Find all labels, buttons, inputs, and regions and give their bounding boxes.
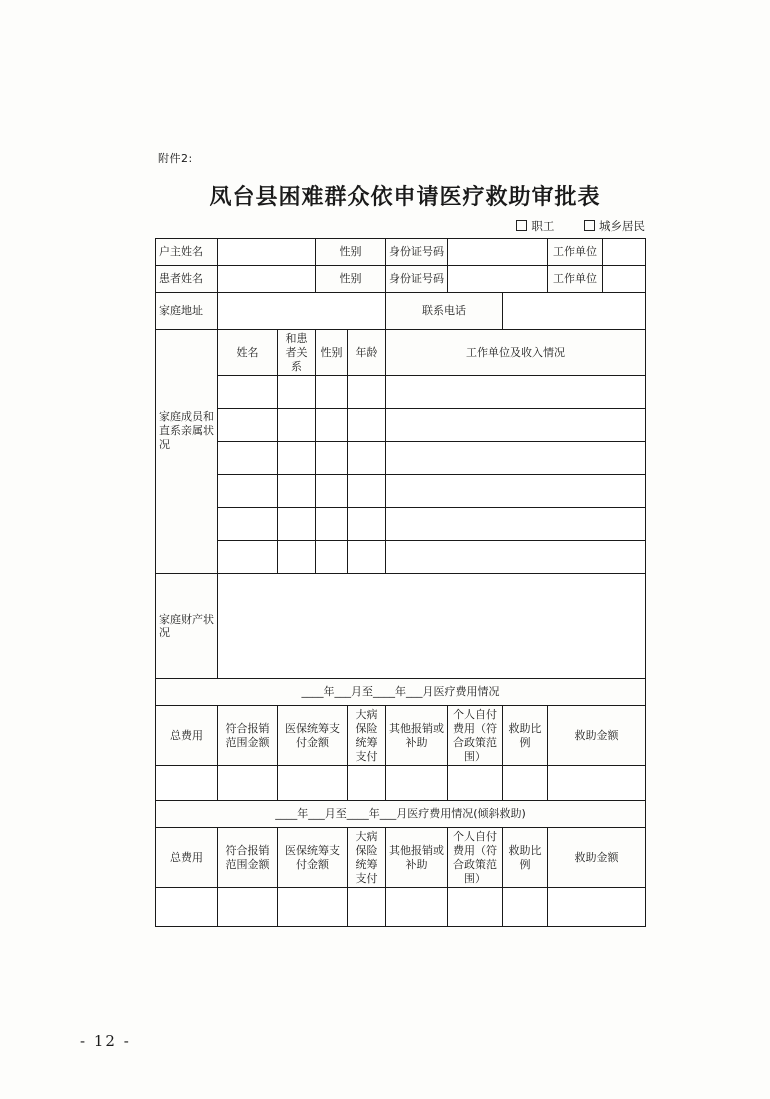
member-relation-value[interactable] <box>278 409 316 442</box>
member-name-value[interactable] <box>218 508 278 541</box>
member-name-value[interactable] <box>218 475 278 508</box>
expense2-header-self-pay: 个人自付费用（符合政策范围） <box>448 828 503 888</box>
expense-section-2-title: ____年___月至____年___月医疗费用情况(倾斜救助) <box>156 801 646 828</box>
member-gender-value[interactable] <box>316 376 348 409</box>
expense2-value-total[interactable] <box>156 888 218 927</box>
householder-gender-label: 性别 <box>316 239 386 266</box>
member-name-value[interactable] <box>218 541 278 574</box>
family-property-label: 家庭财产状况 <box>156 574 218 679</box>
member-unit-income-value[interactable] <box>386 475 646 508</box>
expense1-header-amount: 救助金额 <box>548 706 646 766</box>
expense2-value-serious-illness[interactable] <box>348 888 386 927</box>
expense2-value-insurance-pool[interactable] <box>278 888 348 927</box>
householder-id-value[interactable] <box>448 239 548 266</box>
patient-name-label: 患者姓名 <box>156 266 218 293</box>
page-title: 凤台县困难群众依申请医疗救助审批表 <box>209 184 601 210</box>
member-unit-income-value[interactable] <box>386 508 646 541</box>
member-header-relation: 和患者关系 <box>278 330 316 376</box>
expense2-header-serious-illness: 大病保险统筹支付 <box>348 828 386 888</box>
table-row-address <box>156 293 646 330</box>
member-gender-value[interactable] <box>316 508 348 541</box>
table-row-member <box>156 508 646 541</box>
patient-id-value[interactable] <box>448 266 548 293</box>
expense2-header-amount: 救助金额 <box>548 828 646 888</box>
expense2-header-total: 总费用 <box>156 828 218 888</box>
expense2-header-insurance-pool: 医保统筹支付金额 <box>278 828 348 888</box>
patient-id-label: 身份证号码 <box>386 266 448 293</box>
expense2-value-other-reimburse[interactable] <box>386 888 448 927</box>
table-row-expense-values-1 <box>156 766 646 801</box>
patient-unit-label: 工作单位 <box>548 266 603 293</box>
member-header-name: 姓名 <box>218 330 278 376</box>
member-gender-value[interactable] <box>316 442 348 475</box>
expense1-value-ratio[interactable] <box>503 766 548 801</box>
table-row-member <box>156 376 646 409</box>
checkbox-employee-label: 职工 <box>531 219 555 233</box>
member-relation-value[interactable] <box>278 475 316 508</box>
expense1-header-serious-illness: 大病保险统筹支付 <box>348 706 386 766</box>
member-gender-value[interactable] <box>316 541 348 574</box>
contact-phone-value[interactable] <box>503 293 646 330</box>
patient-unit-value[interactable] <box>603 266 646 293</box>
member-relation-value[interactable] <box>278 376 316 409</box>
householder-unit-label: 工作单位 <box>548 239 603 266</box>
member-gender-value[interactable] <box>316 409 348 442</box>
checkbox-urban-rural-resident[interactable] <box>584 218 645 234</box>
table-row-members-header <box>156 330 646 376</box>
table-row-member <box>156 475 646 508</box>
table-row-family-property <box>156 574 646 679</box>
family-members-label: 家庭成员和直系亲属状况 <box>156 330 218 574</box>
member-age-value[interactable] <box>348 442 386 475</box>
patient-name-value[interactable] <box>218 266 316 293</box>
expense1-header-self-pay: 个人自付费用（符合政策范围） <box>448 706 503 766</box>
checkbox-employee[interactable] <box>516 218 554 234</box>
householder-id-label: 身份证号码 <box>386 239 448 266</box>
expense1-header-ratio: 救助比例 <box>503 706 548 766</box>
attachment-label: 附件2: <box>158 152 193 165</box>
member-gender-value[interactable] <box>316 475 348 508</box>
member-age-value[interactable] <box>348 376 386 409</box>
member-name-value[interactable] <box>218 442 278 475</box>
home-address-label: 家庭地址 <box>156 293 218 330</box>
expense1-value-reimbursable[interactable] <box>218 766 278 801</box>
householder-name-label: 户主姓名 <box>156 239 218 266</box>
member-name-value[interactable] <box>218 376 278 409</box>
member-unit-income-value[interactable] <box>386 442 646 475</box>
expense1-value-insurance-pool[interactable] <box>278 766 348 801</box>
table-row-expense-title-1 <box>156 679 646 706</box>
expense1-value-other-reimburse[interactable] <box>386 766 448 801</box>
expense1-header-insurance-pool: 医保统筹支付金额 <box>278 706 348 766</box>
page-number: - 12 - <box>80 1032 131 1050</box>
expense2-header-other-reimburse: 其他报销或补助 <box>386 828 448 888</box>
home-address-value[interactable] <box>218 293 386 330</box>
householder-name-value[interactable] <box>218 239 316 266</box>
table-row-patient <box>156 266 646 293</box>
application-form-table <box>155 238 646 927</box>
member-unit-income-value[interactable] <box>386 541 646 574</box>
member-age-value[interactable] <box>348 541 386 574</box>
category-checkbox-group <box>155 218 645 234</box>
expense2-header-reimbursable: 符合报销范围金额 <box>218 828 278 888</box>
expense2-value-reimbursable[interactable] <box>218 888 278 927</box>
table-row-expense-values-2 <box>156 888 646 927</box>
member-relation-value[interactable] <box>278 442 316 475</box>
table-row-expense-title-2 <box>156 801 646 828</box>
expense1-header-total: 总费用 <box>156 706 218 766</box>
expense1-header-reimbursable: 符合报销范围金额 <box>218 706 278 766</box>
expense1-value-self-pay[interactable] <box>448 766 503 801</box>
table-row-expense-header-2 <box>156 828 646 888</box>
member-age-value[interactable] <box>348 475 386 508</box>
checkbox-box-icon <box>584 220 595 231</box>
member-age-value[interactable] <box>348 409 386 442</box>
member-relation-value[interactable] <box>278 508 316 541</box>
expense2-header-ratio: 救助比例 <box>503 828 548 888</box>
expense2-value-self-pay[interactable] <box>448 888 503 927</box>
expense1-header-other-reimburse: 其他报销或补助 <box>386 706 448 766</box>
expense1-value-amount[interactable] <box>548 766 646 801</box>
member-unit-income-value[interactable] <box>386 376 646 409</box>
table-row-member <box>156 442 646 475</box>
member-relation-value[interactable] <box>278 541 316 574</box>
householder-unit-value[interactable] <box>603 239 646 266</box>
member-unit-income-value[interactable] <box>386 409 646 442</box>
checkbox-box-icon <box>516 220 527 231</box>
expense2-value-ratio[interactable] <box>503 888 548 927</box>
expense1-value-serious-illness[interactable] <box>348 766 386 801</box>
checkbox-urban-rural-resident-label: 城乡居民 <box>599 219 645 233</box>
expense2-value-amount[interactable] <box>548 888 646 927</box>
table-row-member <box>156 541 646 574</box>
member-name-value[interactable] <box>218 409 278 442</box>
member-header-age: 年龄 <box>348 330 386 376</box>
table-row-householder <box>156 239 646 266</box>
family-property-value[interactable] <box>218 574 646 679</box>
member-header-gender: 性别 <box>316 330 348 376</box>
patient-gender-label: 性别 <box>316 266 386 293</box>
contact-phone-label: 联系电话 <box>386 293 503 330</box>
member-age-value[interactable] <box>348 508 386 541</box>
expense1-value-total[interactable] <box>156 766 218 801</box>
member-header-unit-income: 工作单位及收入情况 <box>386 330 646 376</box>
table-row-expense-header-1 <box>156 706 646 766</box>
expense-section-1-title: ____年___月至____年___月医疗费用情况 <box>156 679 646 706</box>
table-row-member <box>156 409 646 442</box>
